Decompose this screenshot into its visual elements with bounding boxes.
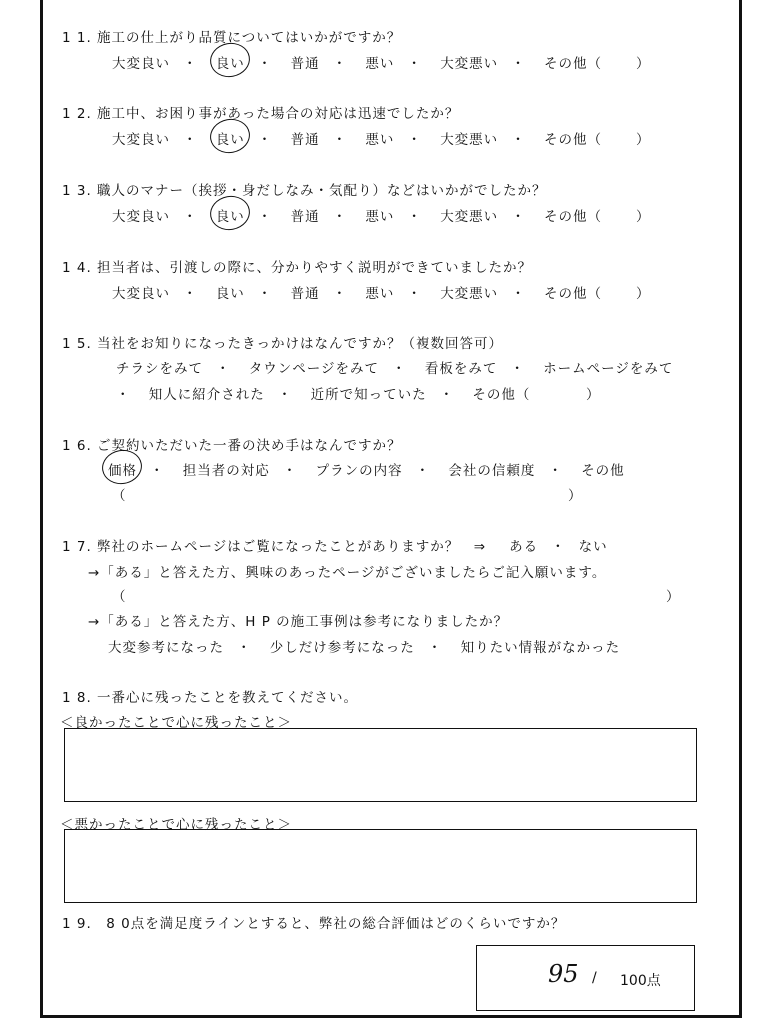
q12-close-paren: ） [636, 132, 651, 148]
q15-option[interactable]: 近所で知っていた [310, 387, 427, 403]
q17-option[interactable]: 少しだけ参考になった [269, 640, 415, 656]
q14-option[interactable]: その他（ [543, 286, 602, 302]
q16-options: 価格 ・ 担当者の対応 ・ プランの内容 ・ 会社の信頼度 ・ その他 [108, 459, 625, 479]
q12-option[interactable]: 大変悪い [440, 132, 499, 148]
q14-option[interactable]: 良い [215, 286, 245, 302]
q17-open-paren: （ [112, 589, 127, 605]
q17-yes[interactable]: ある [509, 539, 539, 555]
q17-option[interactable]: 大変参考になった [108, 640, 224, 656]
q15-option[interactable]: タウンページをみて [248, 361, 380, 377]
q15-option[interactable]: チラシをみて [116, 361, 203, 377]
q17-options: 大変参考になった ・ 少しだけ参考になった ・ 知りたい情報がなかった [108, 636, 620, 656]
q16-option[interactable]: 担当者の対応 [182, 463, 270, 479]
q13-close-paren: ） [636, 209, 651, 225]
q16-open-paren: （ [112, 488, 127, 504]
q12-option[interactable]: その他（ [543, 132, 602, 148]
q13-option[interactable]: 大変良い [112, 209, 170, 225]
q17-close-paren: ） [666, 589, 681, 605]
question-18: 1 8. 一番心に残ったことを教えてください。 [62, 690, 359, 706]
q15-option[interactable]: 知人に紹介された [148, 387, 265, 403]
q11-option[interactable]: 大変良い [112, 56, 170, 72]
q14-option[interactable]: 普通 [290, 286, 320, 302]
q12-option[interactable]: 大変良い [112, 132, 170, 148]
q11-option[interactable]: 悪い [365, 56, 395, 72]
q13-option[interactable]: 普通 [290, 209, 320, 225]
q19-score-box[interactable] [476, 945, 695, 1011]
q11-option[interactable]: 普通 [290, 56, 320, 72]
q15-close-paren: ） [586, 387, 601, 403]
q17-option[interactable]: 知りたい情報がなかった [460, 640, 621, 656]
q11-option[interactable]: その他（ [543, 56, 602, 72]
q18-good-label: ＜良かったことで心に残ったこと＞ [60, 715, 292, 731]
q16-option[interactable]: その他 [581, 463, 625, 479]
q14-option[interactable]: 大変良い [112, 286, 170, 302]
question-14: 1 4. 担当者は、引渡しの際に、分かりやすく説明ができていましたか？ [62, 260, 533, 276]
question-12: 1 2. 施工中、お困り事があった場合の対応は迅速でしたか？ [62, 106, 460, 122]
q12-option[interactable]: 悪い [365, 132, 395, 148]
q19-max-score: 100点 [620, 973, 661, 989]
q14-close-paren: ） [636, 286, 651, 302]
question-15: 1 5. 当社をお知りになったきっかけはなんですか？（複数回答可） [62, 336, 504, 352]
question-11: 1 1. 施工の仕上がり品質についてはいかがですか？ [62, 30, 402, 46]
q19-handwritten-score: 95 [548, 960, 579, 988]
q17-sub1: →「ある」と答えた方、興味のあったページがございましたらご記入願います。 [88, 565, 607, 581]
q12-options: 大変良い ・ 良い ・ 普通 ・ 悪い ・ 大変悪い ・ その他（ [112, 128, 602, 148]
q11-options: 大変良い ・ 良い ・ 普通 ・ 悪い ・ 大変悪い ・ その他（ [112, 52, 602, 72]
q15-option[interactable]: 看板をみて [424, 361, 498, 377]
q19-slash: / [592, 970, 597, 986]
q15-option[interactable]: ホームページをみて [543, 361, 674, 377]
q14-option[interactable]: 悪い [365, 286, 395, 302]
q14-options: 大変良い ・ 良い ・ 普通 ・ 悪い ・ 大変悪い ・ その他（ [112, 282, 602, 302]
q16-option[interactable]: 会社の信頼度 [448, 463, 536, 479]
q18-bad-label: ＜悪かったことで心に残ったこと＞ [60, 817, 292, 833]
q11-option[interactable]: 大変悪い [440, 56, 499, 72]
q17-sub2: →「ある」と答えた方、H P の施工事例は参考になりましたか？ [88, 614, 509, 630]
question-13: 1 3. 職人のマナー（挨拶・身だしなみ・気配り）などはいかがでしたか？ [62, 183, 547, 199]
q17-no[interactable]: ない [578, 539, 608, 555]
q14-option[interactable]: 大変悪い [440, 286, 499, 302]
q12-option-selected[interactable]: 良い [216, 128, 245, 148]
q11-close-paren: ） [636, 56, 651, 72]
q17-text: 1 7. 弊社のホームページはご覧になったことがありますか？ ⇒ [62, 539, 487, 555]
q15-options-row2: ・ 知人に紹介された ・ 近所で知っていた ・ その他（ [112, 383, 530, 403]
q18-bad-textbox[interactable] [64, 829, 697, 903]
q16-close-paren: ） [568, 488, 583, 504]
question-19: 1 9. 8 0点を満足度ラインとすると、弊社の総合評価はどのくらいですか？ [62, 916, 566, 932]
q13-option[interactable]: 大変悪い [440, 209, 499, 225]
q15-option[interactable]: その他（ [472, 387, 531, 403]
question-16: 1 6. ご契約いただいた一番の決め手はなんですか？ [62, 438, 402, 454]
q13-option[interactable]: その他（ [543, 209, 602, 225]
q15-options-row1: チラシをみて ・ タウンページをみて ・ 看板をみて ・ ホームページをみて [116, 357, 673, 377]
q13-options: 大変良い ・ 良い ・ 普通 ・ 悪い ・ 大変悪い ・ その他（ [112, 205, 602, 225]
q16-option[interactable]: プランの内容 [315, 463, 403, 479]
q11-option-selected[interactable]: 良い [216, 52, 245, 72]
q16-option-selected[interactable]: 価格 [108, 459, 137, 479]
q12-option[interactable]: 普通 [290, 132, 320, 148]
question-17: 1 7. 弊社のホームページはご覧になったことがありますか？ ⇒ ある ・ ない [62, 539, 608, 555]
q13-option[interactable]: 悪い [365, 209, 395, 225]
q13-option-selected[interactable]: 良い [216, 205, 245, 225]
q18-good-textbox[interactable] [64, 728, 697, 802]
